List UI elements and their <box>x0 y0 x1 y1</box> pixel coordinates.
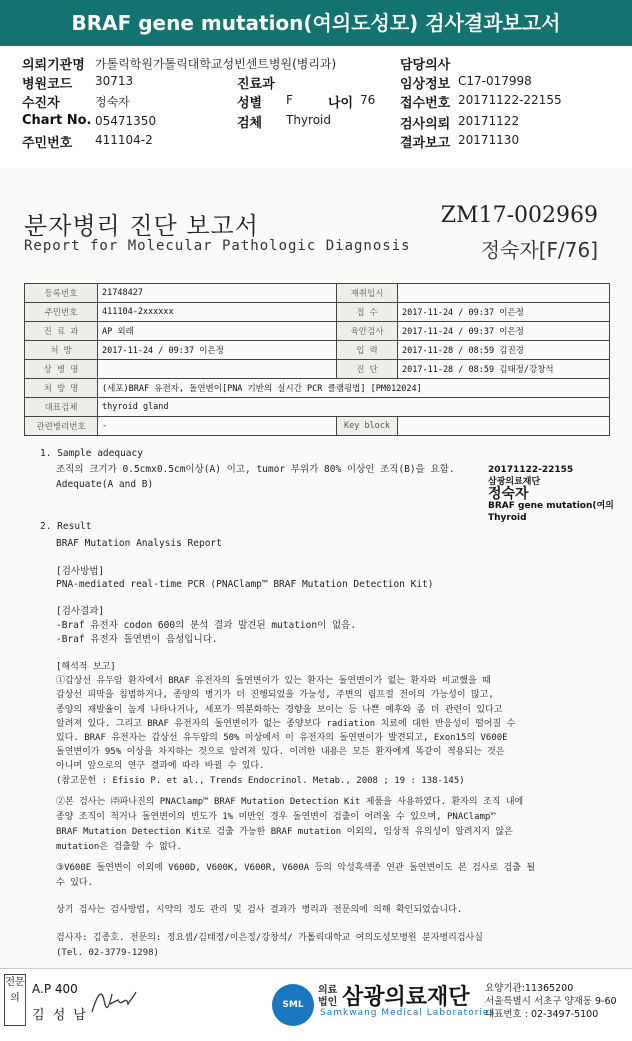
sex-label: 성별 <box>237 96 263 111</box>
sex-value: F <box>286 93 293 107</box>
exam-label: 검체 <box>237 116 263 131</box>
table-cell: 관련병리번호 <box>25 417 98 436</box>
table-row <box>25 322 610 341</box>
patient-info-panel <box>0 46 632 166</box>
table-cell: 2017-11-24 / 09:37 이은정 <box>98 341 337 360</box>
table-cell: 등록번호 <box>25 284 98 303</box>
interpretation-line: ①갑상선 유두암 환자에서 BRAF 유전자의 돌연변이가 있는 환자는 돌연변이가 없는 환자와 비교했을 때 <box>56 676 491 687</box>
table-cell: 상 병 명 <box>25 360 98 379</box>
table-cell: AP 외래 <box>98 322 337 341</box>
sec2-heading: 2. Result <box>40 521 92 532</box>
patient-value: 정숙자 <box>95 95 130 109</box>
doctor-label: 담당의사 <box>400 58 451 73</box>
chart-label: Chart No. <box>22 113 92 128</box>
org-prefix-line: 법인 <box>318 997 338 1008</box>
table-row <box>25 284 610 303</box>
report-title-bar: BRAF gene mutation(여의도성모) 검사결과보고서 <box>0 0 632 46</box>
report-patient: 정숙자[F/76] <box>480 238 598 262</box>
stamp-line: Thyroid <box>488 513 527 523</box>
specimen-stamp <box>488 464 614 524</box>
result-line2: -Braf 유전자 돌연변이 음성입니다. <box>56 634 218 645</box>
table-cell <box>398 284 610 303</box>
sec1-line2: Adequate(A and B) <box>56 479 154 490</box>
interpretation-line: 종양의 재발율이 높게 나타나거나, 세포가 역분화하는 경향을 보이는 등 나쁜 예후와 좀 더 관련이 있다고 <box>56 704 503 715</box>
specialist-name: 김 성 남 <box>32 1008 88 1023</box>
examiner-text: 검사자: 김종호. 전문의: 정요셉/김태정/이은정/강창석/ 가톨릭대학교 여의도성모병원 분자병리검사실 <box>56 933 483 943</box>
report-subheading: Report for Molecular Pathologic Diagnosis <box>24 238 411 254</box>
kit-note-line: ②본 검사는 ㈜파나진의 PNAClamp™ BRAF Mutation Detection Kit 제품을 사용하였다. 환자의 조직 내에 <box>56 797 524 807</box>
age-label: 나이 <box>328 96 354 111</box>
org-value: 가톨릭학원가톨릭대학교성빈센트병원(병리과) <box>95 57 337 71</box>
org-address-line: 서울특별시 서초구 양재동 9-60 <box>485 996 617 1007</box>
interpretation-line: 있다. BRAF 유전자는 갑상선 유두암의 50% 이상에서 이 유전자의 돌연변이가 발견되고, Exon15의 V600E <box>56 733 508 744</box>
org-label: 의뢰기관명 <box>22 58 85 73</box>
interpretation-line: 아니며 앞으로의 연구 결과에 따라 바뀔 수 있다. <box>56 761 265 772</box>
org-address-line: 요양기관:11365200 <box>485 983 574 994</box>
receipt-label: 접수번호 <box>400 96 451 111</box>
table-cell: 21748427 <box>98 284 337 303</box>
table-cell: Key block <box>337 417 398 436</box>
table-cell: 2017-11-28 / 08:59 김태정/강창석 <box>398 360 610 379</box>
table-cell: 411104-2xxxxxx <box>98 303 337 322</box>
clinical-value: C17-017998 <box>458 74 532 88</box>
v600-note-line: 수 있다. <box>56 878 93 888</box>
interpretation-line: 돌연변이가 95% 이상을 차지하는 것으로 알려져 있다. 이러한 내용은 모든 환자에게 똑같이 적용되는 것은 <box>56 747 505 758</box>
table-cell: 접 수 <box>337 303 398 322</box>
v600-note-line: ③V600E 돌연변이 이외에 V600D, V600K, V600R, V600A 등의 악성흑색종 연관 돌연변이도 본 검사로 검출 될 <box>56 863 536 873</box>
interpretation-block <box>56 660 616 788</box>
table-cell: 2017-11-24 / 09:37 이은정 <box>398 303 610 322</box>
method-text: PNA-mediated real-time PCR (PNAClamp™ BRAF Mutation Detection Kit) <box>56 579 434 590</box>
interpretation-line: 갑상선 피막을 침범하거나, 종양의 병기가 더 진행되었을 가능성, 주변의 림프절 전이의 가능성이 많고, <box>56 690 494 701</box>
table-row <box>25 398 610 417</box>
stamp-line: 20171122-22155 <box>488 465 574 475</box>
table-cell: 2017-11-28 / 08:59 김진경 <box>398 341 610 360</box>
kit-note-block <box>56 795 616 855</box>
table-cell: 육안검사 <box>337 322 398 341</box>
table-cell: 재취입시 <box>337 284 398 303</box>
org-address-block <box>485 982 617 1021</box>
org-name: 삼광의료재단 <box>342 985 470 1010</box>
report-date-value: 20171130 <box>458 133 520 147</box>
report-date-label: 결과보고 <box>400 136 451 151</box>
chart-value: 05471350 <box>95 114 157 128</box>
interpretation-heading: [해석적 보고] <box>56 662 116 672</box>
table-row <box>25 360 610 379</box>
kit-note-line: BRAF Mutation Detection Kit로 검출 가능한 BRAF mutation 이외의, 임상적 유의성이 알려지지 않은 <box>56 827 513 837</box>
sml-logo-icon: SML <box>272 984 314 1026</box>
result-line1: -Braf 유전자 codon 600의 분석 결과 발견된 mutation이 없음. <box>56 620 357 631</box>
clinical-label: 임상정보 <box>400 77 451 92</box>
specialist-code: A.P 400 <box>32 982 78 996</box>
stamp-line: 삼광의료재단 <box>488 477 541 487</box>
exam-value: Thyroid <box>286 113 331 127</box>
req-value: 20171122 <box>458 114 520 128</box>
dept-label: 진료과 <box>237 77 275 92</box>
kit-note-line: mutation은 검출할 수 없다. <box>56 842 182 852</box>
registration-table <box>24 283 610 436</box>
table-cell: 진 단 <box>337 360 398 379</box>
table-cell: 주민번호 <box>25 303 98 322</box>
table-cell: 대표검체 <box>25 398 98 417</box>
v600-note-block <box>56 861 616 891</box>
sec1-line1: 조직의 크기가 0.5cmx0.5cm이상(A) 이고, tumor 부위가 80% 이상인 조직(B)을 요함. <box>56 464 455 475</box>
table-cell: (세포)BRAF 유전자, 돌연변이[PNA 기반의 실시간 PCR 클램핑법] [PM012024] <box>98 379 610 398</box>
table-row <box>25 303 610 322</box>
org-prefix <box>318 985 337 1009</box>
patient-label: 수진자 <box>22 96 60 111</box>
specialist-seal: 전문의 <box>4 974 26 1026</box>
report-number: ZM17-002969 <box>440 203 598 228</box>
table-row <box>25 417 610 436</box>
report-heading: 분자병리 진단 보고서 <box>24 212 259 240</box>
table-cell: 처 방 명 <box>25 379 98 398</box>
hcode-value: 30713 <box>95 74 134 88</box>
table-row <box>25 379 610 398</box>
method-heading: [검사방법] <box>56 566 105 577</box>
table-cell: 입 력 <box>337 341 398 360</box>
sec1-heading: 1. Sample adequacy <box>40 448 143 459</box>
stamp-line: BRAF gene mutation(여의 <box>488 501 614 511</box>
receipt-value: 20171122-22155 <box>458 93 562 107</box>
table-cell <box>98 360 337 379</box>
org-address-line: 대표번호 : 02-3497-5100 <box>485 1009 599 1020</box>
result-heading: [검사결과] <box>56 606 105 617</box>
org-prefix-line: 의료 <box>318 985 338 996</box>
signature-icon <box>88 986 140 1020</box>
confirmation-text: 상기 검사는 검사방법, 시약의 정도 관리 및 검사 결과가 병리과 전문의에 의해 확인되었습니다. <box>56 905 463 915</box>
sec2-subheading: BRAF Mutation Analysis Report <box>56 538 222 549</box>
id-value: 411104-2 <box>95 133 153 147</box>
org-name-en: Samkwang Medical Laboratories <box>320 1008 496 1018</box>
interpretation-line: (참고문헌 : Efisio P. et al., Trends Endocrinol. Metab., 2008 ; 19 : 138-145) <box>56 775 465 786</box>
req-label: 검사의뢰 <box>400 117 451 132</box>
lab-phone: (Tel. 02-3779-1298) <box>56 948 159 958</box>
id-label: 주민번호 <box>22 136 73 151</box>
table-cell: 처 방 <box>25 341 98 360</box>
hcode-label: 병원코드 <box>22 77 73 92</box>
table-cell: 진 료 과 <box>25 322 98 341</box>
kit-note-line: 종양 조직이 적거나 돌연변이의 빈도가 1% 미만인 경우 돌연변이 검출이 어려울 수 있으며, PNAClamp™ <box>56 812 496 822</box>
table-cell <box>398 417 610 436</box>
table-row <box>25 341 610 360</box>
table-cell: - <box>98 417 337 436</box>
table-cell: 2017-11-24 / 09:37 이은정 <box>398 322 610 341</box>
age-value: 76 <box>360 93 376 107</box>
interpretation-line: 알려져 있다. 그리고 BRAF 유전자의 돌연변이가 없는 종양보다 radiation 치료에 대한 반응성이 떨어질 수 <box>56 718 516 729</box>
table-cell: thyroid gland <box>98 398 610 417</box>
stamp-line: 정숙자 <box>488 486 529 502</box>
